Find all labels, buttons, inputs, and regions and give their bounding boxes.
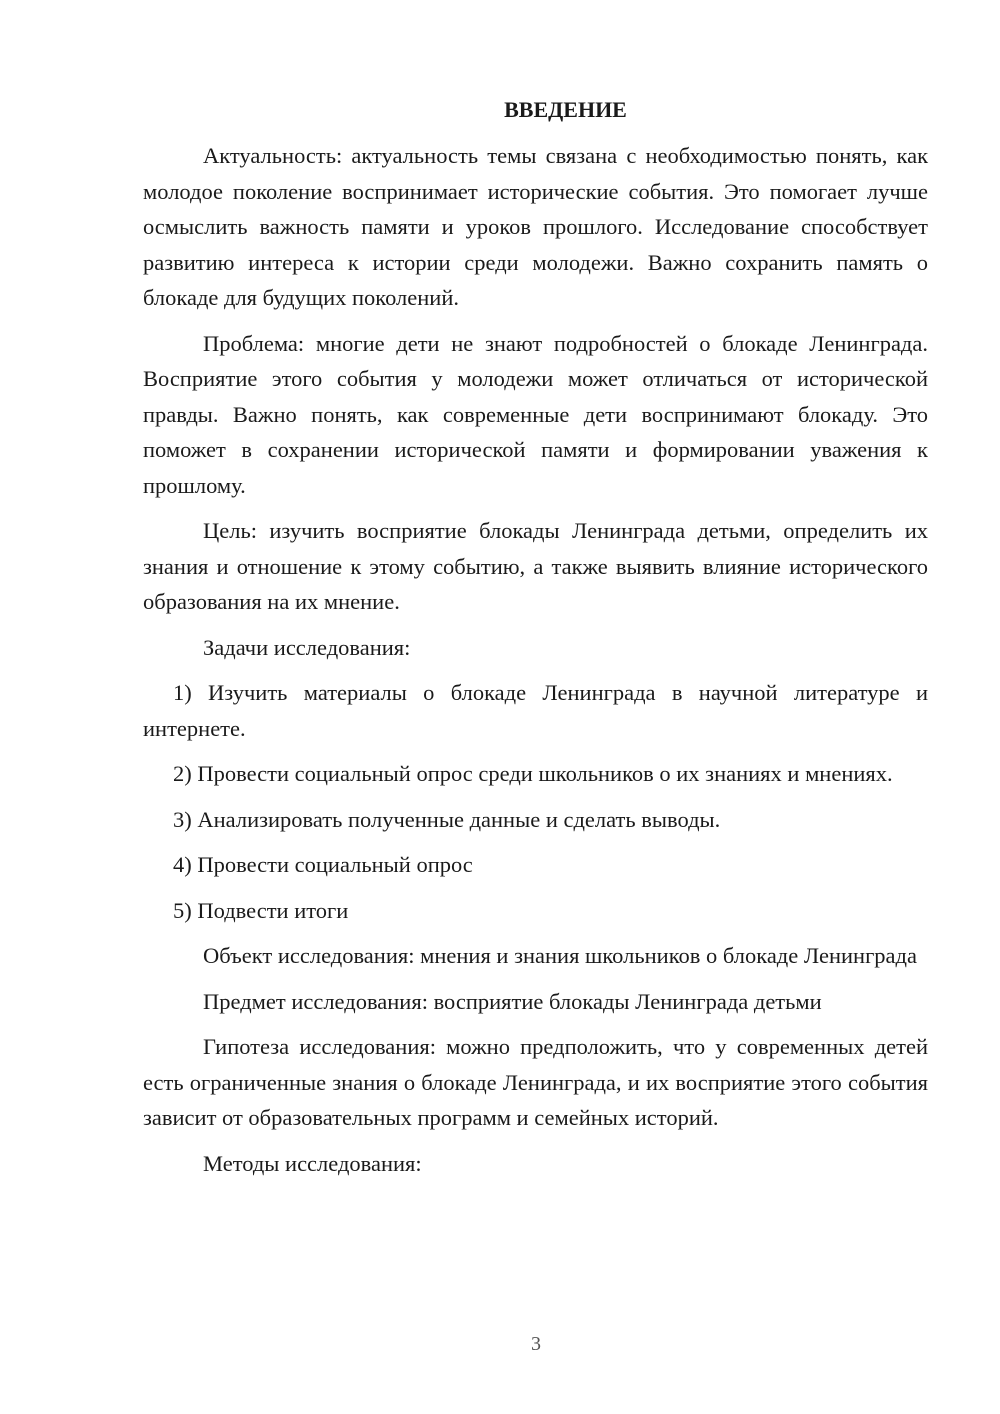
page-title: ВВЕДЕНИЕ xyxy=(504,97,627,122)
page-number: 3 xyxy=(531,1333,541,1355)
paragraph-problem: Проблема: многие дети не знают подробностей о блокаде Ленинграда. Восприятие этого события у молодежи может отличаться от исторической правды. Важно понять, как современные дети воспринимают блокаду. Это поможет в сохранении исторической памяти и формировании уважения к прошлому. xyxy=(143,330,928,498)
paragraph-relevance: Актуальность: актуальность темы связана с необходимостью понять, как молодое поколение воспринимает исторические события. Это помогает лучше осмыслить важность памяти и уроков прошлого. Исследование способствует развитию интереса к истории среди молодежи. Важно сохранить память о блокаде для будущих поколений. xyxy=(143,143,928,310)
task-item-1: 1) Изучить материалы о блокаде Ленинграда в научной литературе и интернете. xyxy=(143,680,928,741)
tasks-heading: Задачи исследования: xyxy=(203,634,411,660)
task-item-2: 2) Провести социальный опрос среди школьников о их знаниях и мнениях. xyxy=(173,761,893,786)
methods-heading: Методы исследования: xyxy=(203,1150,422,1176)
task-item-3: 3) Анализировать полученные данные и сделать выводы. xyxy=(173,806,721,832)
paragraph-object: Объект исследования: мнения и знания школьников о блокаде Ленинграда xyxy=(203,943,917,968)
paragraph-hypothesis: Гипотеза исследования: можно предположить, что у современных детей есть ограниченные знания о блокаде Ленинграда, и их восприятие этого события зависит от образовательных программ и семейных историй. xyxy=(143,1034,928,1130)
document-page xyxy=(143,92,928,1181)
task-item-4: 4) Провести социальный опрос xyxy=(173,852,473,877)
paragraph-goal: Цель: изучить восприятие блокады Ленинграда детьми, определить их знания и отношение к этому событию, а также выявить влияние исторического образования на их мнение. xyxy=(143,518,928,614)
task-item-5: 5) Подвести итоги xyxy=(173,897,349,923)
paragraph-subject: Предмет исследования: восприятие блокады Ленинграда детьми xyxy=(203,988,822,1014)
